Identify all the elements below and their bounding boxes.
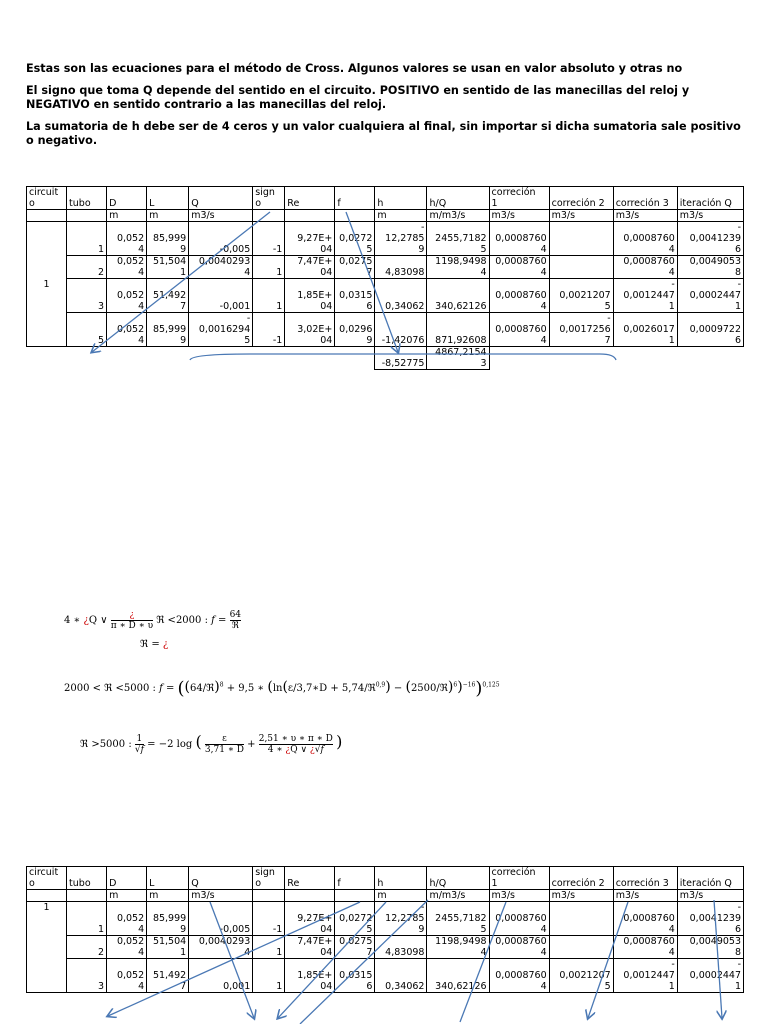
table-cell: 0,0021207 5 [549,959,613,993]
table-cell: -1 [253,902,285,936]
table-cell: 0,0008760 4 [613,222,677,256]
table-cell: 9,27E+ 04 [285,902,335,936]
table-cell: 0,0009722 6 [677,313,743,347]
arrow-7 [300,900,428,1024]
unit-header: m3/s [677,890,743,902]
column-header: tubo [67,867,107,890]
table-cell: 1 [253,936,285,959]
table-cell: - 0,0041239 6 [677,902,743,936]
unit-header: m/m3/s [427,210,489,222]
table-cell: 0,34062 [375,279,427,313]
table-cell: 0,052 4 [107,279,147,313]
table-cell: - 0,0012447 1 [613,959,677,993]
arrow-10 [714,900,722,1018]
arrow-9 [588,902,628,1018]
column-header: h [375,187,427,210]
column-header: sign o [253,187,285,210]
table-cell: 1,85E+ 04 [285,959,335,993]
table-cell: 0,0008760 4 [613,936,677,959]
table-cell: - 0,0041239 6 [677,222,743,256]
column-header: L [147,187,189,210]
arrow-8 [460,902,506,1022]
column-header: tubo [67,187,107,210]
table-cell: 0,052 4 [107,222,147,256]
column-header: Q [189,187,253,210]
table-cell: 51,504 1 [147,936,189,959]
table-cell: 0,0315 6 [335,279,375,313]
table-cell: 3 [67,959,107,993]
column-header: Re [285,867,335,890]
table-cell: - 0,0016294 5 [189,313,253,347]
unit-header: m3/s [549,890,613,902]
formula-turbulent: ℜ >5000 : $\frac{1}{√f}$ = −2 log ( $\frac{\varepsilon}{3,71 ∗ D}$ + $\frac{2,51 ∗ \upsilon ∗ \pi ∗ D}{4 ∗ ¿Q \vee ¿√f}$ ) [80,732,343,755]
table-cell: 340,62126 [427,959,489,993]
column-header: correción 2 [549,867,613,890]
table-cell: 1 [67,902,107,936]
table-cell: 0,0008760 4 [489,313,549,347]
table-cell: 1 [253,279,285,313]
table-cell: 0,0008760 4 [613,256,677,279]
arrow-1 [92,212,270,352]
unit-header: m3/s [489,210,549,222]
column-header: circuit o [27,187,67,210]
table-cell: 0,0008760 4 [489,256,549,279]
column-header: circuit o [27,867,67,890]
table-cell: -0,005 [189,902,253,936]
table-cell: -1 [253,313,285,347]
table-cell: 0,0272 5 [335,222,375,256]
table-cell: 0,0296 9 [335,313,375,347]
table-cell: 51,504 1 [147,256,189,279]
table-cell: 0,0040293 4 [189,936,253,959]
table-cell: 7,47E+ 04 [285,256,335,279]
table-cell: -0,005 [189,222,253,256]
column-header: h/Q [427,187,489,210]
table-cell: 1 [253,256,285,279]
table-cell: 0,0008760 4 [613,902,677,936]
column-header: sign o [253,867,285,890]
arrow-4 [108,902,360,1016]
table-cell: 2455,7182 5 [427,902,489,936]
column-header: correción 3 [613,867,677,890]
table-cell: 51,492 7 [147,279,189,313]
table-cell: - 0,0012447 1 [613,279,677,313]
table-cell: 0,34062 [375,959,427,993]
table-cell: 1,85E+ 04 [285,279,335,313]
intro-paragraph-2: El signo que toma Q depende del sentido en el circuito. POSITIVO en sentido de las manecillas del reloj y NEGATIVO en sentido contrario a las manecillas del reloj. [26,84,690,111]
column-header: correción 1 [489,867,549,890]
unit-header: m3/s [489,890,549,902]
table-cell: 340,62126 [427,279,489,313]
unit-header: m [107,890,147,902]
column-header: D [107,187,147,210]
column-header: iteración Q [677,867,743,890]
formula-laminar-sub: ℜ = ¿ [140,639,169,650]
column-header: Q [189,867,253,890]
table-cell: 0,0008760 4 [489,959,549,993]
table-cell: 0,0008760 4 [489,222,549,256]
table-cell: 0,0008760 4 [489,902,549,936]
formula-laminar: 4 ∗ ¿Q ∨ ¿ π ∗ D ∗ υ ℜ <2000 : f = 64 ℜ [64,610,242,631]
column-header: L [147,867,189,890]
sum-hq-cell: 4867,2154 3 [427,347,489,370]
table-cell: 85,999 9 [147,902,189,936]
table-cell: 0,0040293 4 [189,256,253,279]
unit-header: m3/s [189,210,253,222]
unit-header: m3/s [613,890,677,902]
formula-transition: 2000 < ℜ <5000 : f = ((64/ℜ)$^8$ + 9,5 ∗ (ln(ε/3,7∗D + 5,74/ℜ$^{0,9}$) − (2500/ℜ)$^6$)$^{-16}$)$^{0,125}$ [64,678,500,699]
arrow-2 [346,212,398,352]
table-cell: 1 [67,222,107,256]
table-cell: 2455,7182 5 [427,222,489,256]
table-cell: - 0,0002447 1 [677,279,743,313]
column-header: h/Q [427,867,489,890]
column-header: correción 3 [613,187,677,210]
table-cell: - 0,0017256 7 [549,313,613,347]
table-cell: -1,42076 [375,313,427,347]
unit-header: m/m3/s [427,890,489,902]
table-cell: - 0,0002447 1 [677,959,743,993]
table-cell: - 12,2785 9 [375,902,427,936]
table-cell: -1 [253,222,285,256]
table-cell: 4,83098 [375,936,427,959]
table-cell: 9,27E+ 04 [285,222,335,256]
circuit-cell: 1 [27,222,67,347]
unit-header: m [375,210,427,222]
sum-h-cell: -8,52775 [375,347,427,370]
intro-paragraph-3: La sumatoria de h debe ser de 4 ceros y un valor cualquiera al final, sin importar si dicha sumatoria sale positivo o negativo. [26,120,741,147]
arrow-5 [210,902,254,1018]
table-cell: 5 [67,313,107,347]
unit-header: m3/s [677,210,743,222]
column-header: Re [285,187,335,210]
table-cell: 0,001 [189,959,253,993]
column-header: h [375,867,427,890]
table-cell: 0,0275 7 [335,256,375,279]
table-cell: 0,0021207 5 [549,279,613,313]
table-cell: 7,47E+ 04 [285,936,335,959]
unit-header: m3/s [549,210,613,222]
table-cell: -0,001 [189,279,253,313]
table-cell: 871,92608 [427,313,489,347]
table-cell: 2 [67,936,107,959]
table-cell: 0,0008760 4 [489,279,549,313]
table-cell: 0,052 4 [107,313,147,347]
arrow-3 [190,354,616,360]
table-cell: 4,83098 [375,256,427,279]
table-cell: 0,0049053 8 [677,936,743,959]
column-header: correción 1 [489,187,549,210]
unit-header: m [107,210,147,222]
table-cell: 0,0008760 4 [489,936,549,959]
intro-paragraph-1: Estas son las ecuaciones para el método de Cross. Algunos valores se usan en valor absoluto y otras no [26,62,683,75]
table-cell: 0,0026017 1 [613,313,677,347]
table-cell: 0,052 4 [107,256,147,279]
column-header: correción 2 [549,187,613,210]
table-cell: 0,052 4 [107,959,147,993]
table-cell: 2 [67,256,107,279]
arrow-6 [278,902,386,1018]
table-cell: 1198,9498 4 [427,256,489,279]
column-header: D [107,867,147,890]
table-cell: 3 [67,279,107,313]
table-cell: 0,052 4 [107,936,147,959]
table-cell: 1 [253,959,285,993]
table-cell: 0,0315 6 [335,959,375,993]
table-cell: 1198,9498 4 [427,936,489,959]
unit-header: m3/s [189,890,253,902]
column-header: f [335,867,375,890]
table-cell: 51,492 7 [147,959,189,993]
column-header: iteración Q [677,187,743,210]
unit-header: m [375,890,427,902]
table-cell: 3,02E+ 04 [285,313,335,347]
unit-header: m [147,890,189,902]
table-cell: 85,999 9 [147,313,189,347]
unit-header: m3/s [613,210,677,222]
unit-header: m [147,210,189,222]
table-cell: 0,0049053 8 [677,256,743,279]
table-cell: 0,0275 7 [335,936,375,959]
table-cell: 85,999 9 [147,222,189,256]
table-cell: 0,052 4 [107,902,147,936]
column-header: f [335,187,375,210]
table-cell: 0,0272 5 [335,902,375,936]
circuit-cell: 1 [27,902,67,993]
table-cell: - 12,2785 9 [375,222,427,256]
